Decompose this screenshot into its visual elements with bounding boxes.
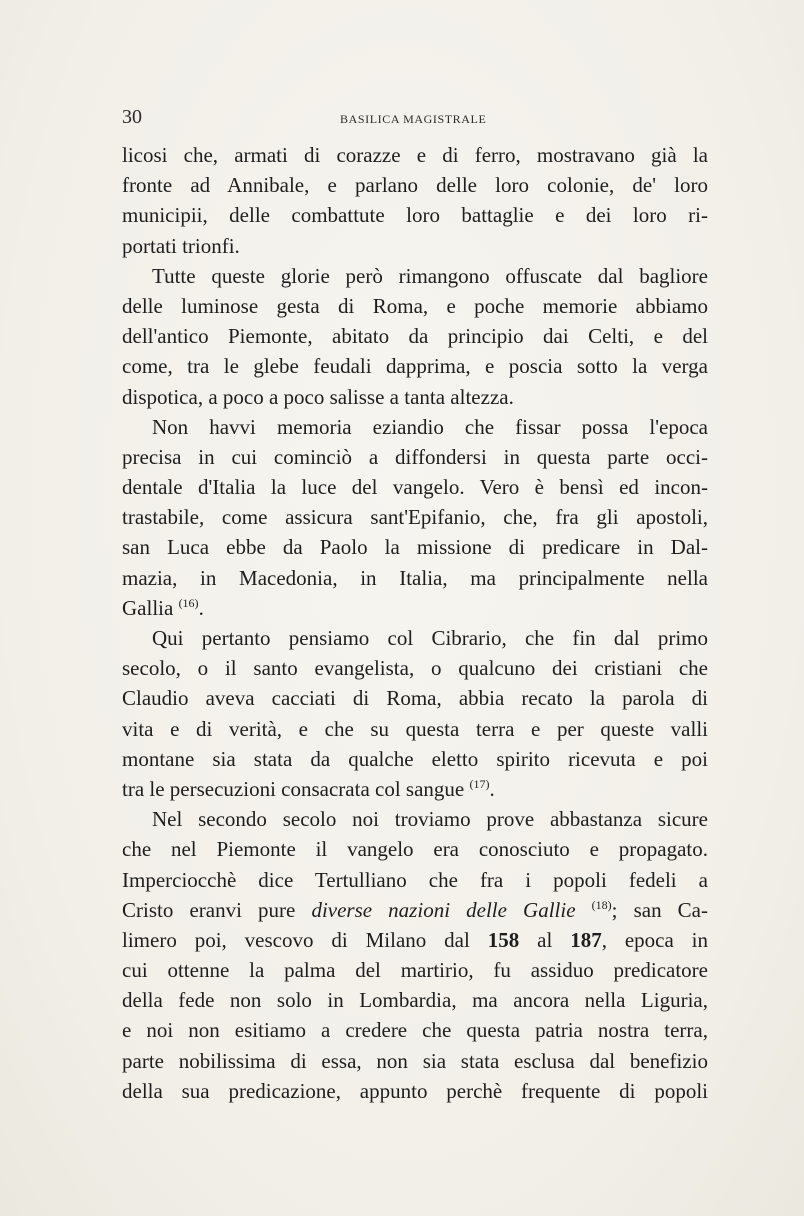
text-line: cui ottenne la palma del martirio, fu assiduo predicatore (122, 958, 708, 983)
text-line: che nel Piemonte il vangelo era conosciuto e propagato. (122, 837, 708, 862)
text-line: municipii, delle combattute loro battaglie e dei loro ri- (122, 203, 708, 228)
text-fragment: ; san Ca- (611, 897, 708, 922)
text-line: trastabile, come assicura sant'Epifanio, che, fra gli apostoli, (122, 505, 708, 530)
text-line: Claudio aveva cacciati di Roma, abbia recato la parola di (122, 686, 708, 711)
text-line: san Luca ebbe da Paolo la missione di predicare in Dal- (122, 535, 708, 560)
text-line (122, 895, 708, 925)
text-line: fronte ad Annibale, e parlano delle loro colonie, de' loro (122, 173, 708, 198)
footnote-ref-18: (18) (591, 897, 612, 912)
text-line: dell'antico Piemonte, abitato da principio dai Celti, e del (122, 324, 708, 349)
text-line: vita e di verità, e che su questa terra e per queste valli (122, 716, 708, 741)
text-fragment: limero poi, vescovo di Milano dal (122, 927, 488, 952)
text-line: e noi non esitiamo a credere che questa patria nostra terra, (122, 1018, 708, 1043)
text-line: Nel secondo secolo noi troviamo prove abbastanza sicure (152, 807, 708, 832)
text-line: dentale d'Italia la luce del vangelo. Vero è bensì ed incon- (122, 475, 708, 500)
page-header (122, 106, 708, 132)
text-fragment: . (198, 595, 204, 620)
year-number: 158 (487, 927, 520, 952)
body-text (122, 140, 708, 1106)
text-line: mazia, in Macedonia, in Italia, ma principalmente nella (122, 565, 708, 590)
page-number: 30 (122, 106, 142, 128)
text-line: precisa in cui cominciò a diffondersi in questa parte occi- (122, 444, 708, 469)
running-head: BASILICA MAGISTRALE (340, 112, 487, 126)
text-line: della sua predicazione, appunto perchè frequente di popoli (122, 1078, 708, 1103)
text-line (122, 593, 708, 623)
text-line: della fede non solo in Lombardia, ma ancora nella Liguria, (122, 988, 708, 1013)
year-number: 187 (570, 927, 602, 952)
italic-text: diverse nazioni delle Gallie (311, 897, 576, 922)
footnote-ref-16: (16) (178, 595, 199, 610)
text-line (122, 925, 708, 955)
text-fragment: . (489, 776, 495, 801)
text-fragment: Cristo eranvi pure (122, 897, 312, 922)
text-line: come, tra le glebe feudali dapprima, e poscia sotto la verga (122, 354, 708, 379)
text-line: secolo, o il santo evangelista, o qualcuno dei cristiani che (122, 656, 708, 681)
text-line: Non havvi memoria eziandio che fissar possa l'epoca (152, 414, 708, 439)
text-line: montane sia stata da qualche eletto spirito ricevuta e poi (122, 746, 708, 771)
text-fragment: Gallia (122, 595, 174, 620)
text-line: Qui pertanto pensiamo col Cibrario, che fin dal primo (152, 626, 708, 650)
text-line: portati trionfi. (122, 233, 240, 258)
text-line: delle luminose gesta di Roma, e poche memorie abbiamo (122, 293, 708, 318)
text-line: dispotica, a poco a poco salisse a tanta altezza. (122, 384, 514, 409)
text-line: licosi che, armati di corazze e di ferro, mostravano già la (122, 143, 708, 167)
text-line (122, 774, 708, 804)
footnote-ref-17: (17) (469, 776, 490, 791)
text-fragment: , epoca in (601, 927, 709, 952)
text-line: Tutte queste glorie però rimangono offuscate dal bagliore (152, 263, 708, 288)
text-fragment: al (519, 927, 571, 952)
text-line: parte nobilissima di essa, non sia stata esclusa dal benefizio (122, 1048, 708, 1073)
text-line: Imperciocchè dice Tertulliano che fra i popoli fedeli a (122, 867, 708, 892)
text-fragment: tra le persecuzioni consacrata col sangue (122, 776, 465, 801)
